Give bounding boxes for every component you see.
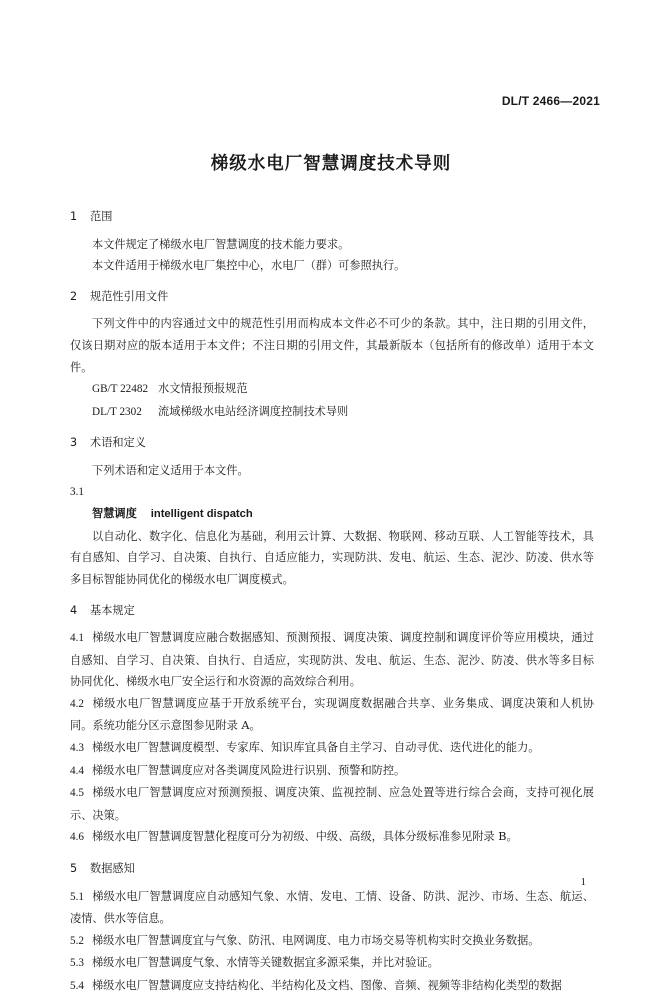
section-heading (70, 286, 594, 308)
section-basic-provisions (70, 600, 594, 850)
clause (70, 693, 594, 737)
clause-number: 4.1 (70, 632, 84, 645)
clause-number: 4.5 (70, 787, 84, 800)
section-number: 1 (70, 210, 78, 223)
clause-number: 4.4 (70, 764, 84, 777)
term-chinese: 智慧调度 (92, 507, 137, 521)
clause-text: 梯级水电厂智慧调度应支持结构化、半结构化及文档、图像、音频、视频等非结构化类型的数据 (91, 979, 562, 992)
clause-text: 梯级水电厂智慧调度应自动感知气象、水情、发电、工情、设备、防洪、泥沙、市场、生态、航运、凌情、供水等信息。 (70, 889, 594, 926)
section-number: 3 (70, 436, 78, 450)
clause-number: 5.3 (70, 957, 84, 970)
section-scope (70, 206, 594, 277)
clause-text: 梯级水电厂智慧调度模型、专家库、知识库宜具备自主学习、自动寻优、迭代进化的能力。 (91, 741, 540, 755)
clause-number: 5.2 (70, 934, 84, 947)
section-terms (70, 432, 594, 590)
clause (70, 952, 594, 975)
reference-item (70, 401, 594, 424)
section-number: 4 (70, 603, 78, 617)
term-definition: 以自动化、数字化、信息化为基础，利用云计算、大数据、物联网、移动互联、人工智能等技术，具有自感知、自学习、自决策、自执行、自适应能力，实现防洪、发电、航运、生态、泥沙、防凌、供水等多目标智能协同优化的梯级水电厂调度模式。 (70, 529, 594, 586)
section-normative-references (70, 286, 594, 424)
section-data-perception (70, 858, 594, 998)
term-english: intelligent dispatch (150, 508, 253, 521)
clause-text: 梯级水电厂智慧调度应对预测预报、调度决策、监视控制、应急处置等进行综合会商，支持可视化展示、决策。 (70, 786, 594, 822)
clause-text: 梯级水电厂智慧调度应融合数据感知、预测预报、调度决策、调度控制和调度评价等应用模块，通过自感知、自学习、自决策、自执行、自适应，实现防洪、发电、航运、生态、泥沙、防凌、供水等多目标协同优化、梯级水电厂安全运行和水资源的高效综合利用。 (70, 631, 594, 689)
section-title: 范围 (90, 210, 113, 223)
clause-number: 4.3 (70, 742, 84, 755)
clause-text: 梯级水电厂智慧调度应对各类调度风险进行识别、预警和防控。 (91, 763, 406, 777)
page-number: 1 (580, 876, 586, 888)
clause (70, 782, 594, 826)
clause-number: 4.2 (70, 697, 84, 710)
clause (70, 826, 594, 849)
clause (70, 627, 594, 693)
clause-number: 5.4 (70, 980, 84, 992)
clause (70, 930, 594, 953)
section-title: 数据感知 (90, 862, 135, 876)
reference-name: 流域梯级水电站经济调度控制技术导则 (158, 404, 349, 418)
clause-text: 梯级水电厂智慧调度气象、水情等关键数据宜多源采集，并比对验证。 (91, 956, 439, 970)
standard-number: DL/T 2466—2021 (501, 94, 600, 108)
clause-text: 梯级水电厂智慧调度应基于开放系统平台，实现调度数据融合共享、业务集成、调度决策和人机协同。系统功能分区示意图参见附录 A。 (70, 696, 594, 733)
clause-number: 4.6 (70, 831, 84, 844)
section-title: 术语和定义 (90, 436, 146, 450)
section-title: 规范性引用文件 (90, 289, 169, 303)
section-heading (70, 432, 594, 454)
section-number: 5 (70, 862, 78, 876)
term-number: 3.1 (70, 485, 84, 498)
reference-name: 水文情报预报规范 (158, 382, 248, 396)
paragraph: 下列术语和定义适用于本文件。 (92, 463, 249, 477)
document-body (70, 206, 594, 998)
paragraph: 本文件规定了梯级水电厂智慧调度的技术能力要求。 (92, 237, 350, 251)
clause (70, 760, 594, 783)
clause (70, 975, 594, 998)
term-entry (70, 503, 594, 526)
section-heading (70, 600, 594, 622)
clause-text: 梯级水电厂智慧调度智慧化程度可分为初级、中级、高级，具体分级标准参见附录 B。 (91, 830, 518, 844)
clause (70, 737, 594, 760)
clause (70, 886, 594, 930)
document-title: 梯级水电厂智慧调度技术导则 (210, 154, 452, 174)
reference-item (70, 378, 594, 401)
reference-code: DL/T 2302 (92, 405, 142, 418)
reference-code: GB/T 22482 (92, 383, 149, 396)
section-heading (70, 206, 594, 228)
clause-text: 梯级水电厂智慧调度宜与气象、防汛、电网调度、电力市场交易等机构实时交换业务数据。 (91, 933, 540, 947)
clause-number: 5.1 (70, 890, 84, 903)
section-title: 基本规定 (90, 603, 135, 617)
section-heading (70, 858, 594, 880)
paragraph: 下列文件中的内容通过文中的规范性引用而构成本文件必不可少的条款。其中，注日期的引用文件，仅该日期对应的版本适用于本文件；不注日期的引用文件，其最新版本（包括所有的修改单）适用于本文件。 (70, 317, 594, 374)
paragraph: 本文件适用于梯级水电厂集控中心，水电厂（群）可参照执行。 (92, 259, 406, 273)
section-number: 2 (70, 289, 78, 303)
